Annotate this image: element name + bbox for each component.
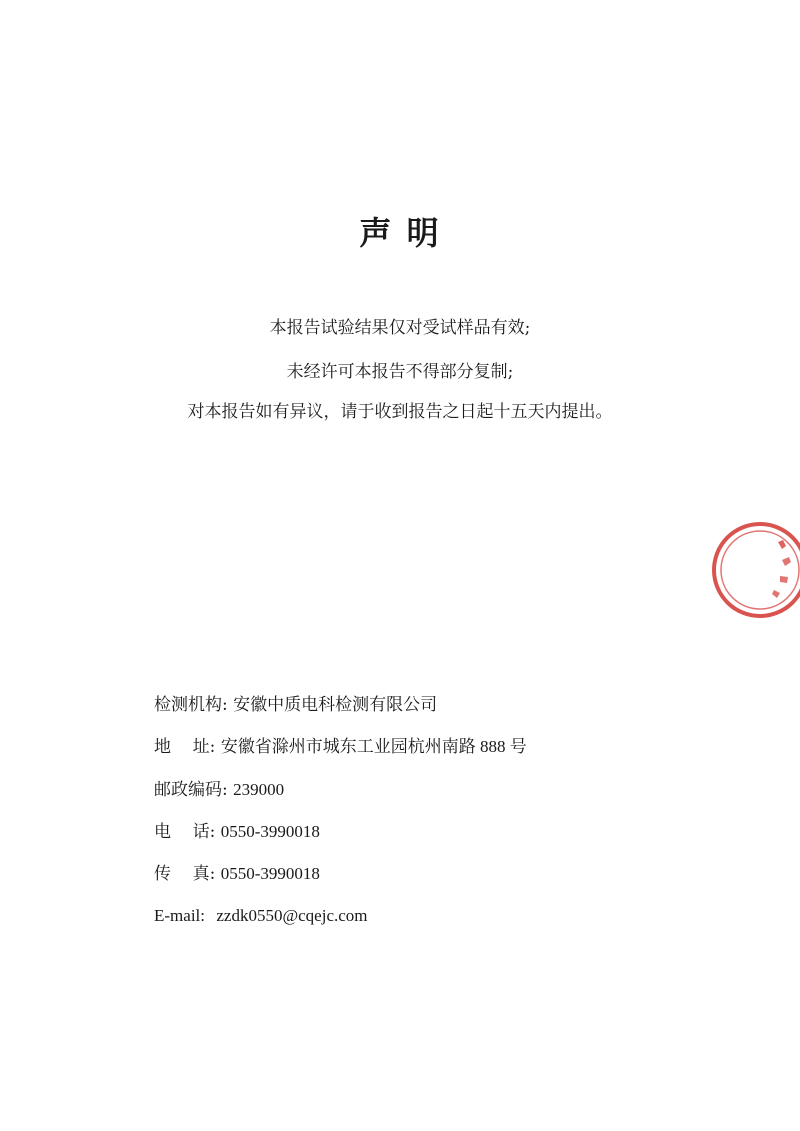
institution-row [154,694,437,716]
phone-label: 电 话: [154,822,216,842]
postcode-row [154,779,284,801]
email-value: zzdk0550@cqejc.com [216,906,368,925]
phone-value: 0550-3990018 [220,822,320,841]
institution-label: 检测机构: [154,695,228,715]
phone-row [154,821,320,843]
statement-line-1: 本报告试验结果仅对受试样品有效; [269,318,531,338]
address-value: 安徽省滁州市城东工业园杭州南路 888 号 [220,737,527,756]
statement-line-2: 未经许可本报告不得部分复制; [286,362,514,382]
postcode-label: 邮政编码: [154,780,228,800]
institution-value: 安徽中质电科检测有限公司 [233,695,438,714]
fax-label: 传 真: [154,864,216,884]
email-label: E-mail: [154,906,205,925]
email-row [154,905,368,927]
statement-line-3: 对本报告如有异议，请于收到报告之日起十五天内提出。 [187,402,613,422]
seal-stamp-icon [700,510,800,630]
page-title: 声 明 [359,214,441,252]
fax-row [154,863,320,885]
address-row [154,736,527,758]
address-label: 地 址: [154,737,216,757]
fax-value: 0550-3990018 [220,864,320,883]
postcode-value: 239000 [233,780,285,799]
